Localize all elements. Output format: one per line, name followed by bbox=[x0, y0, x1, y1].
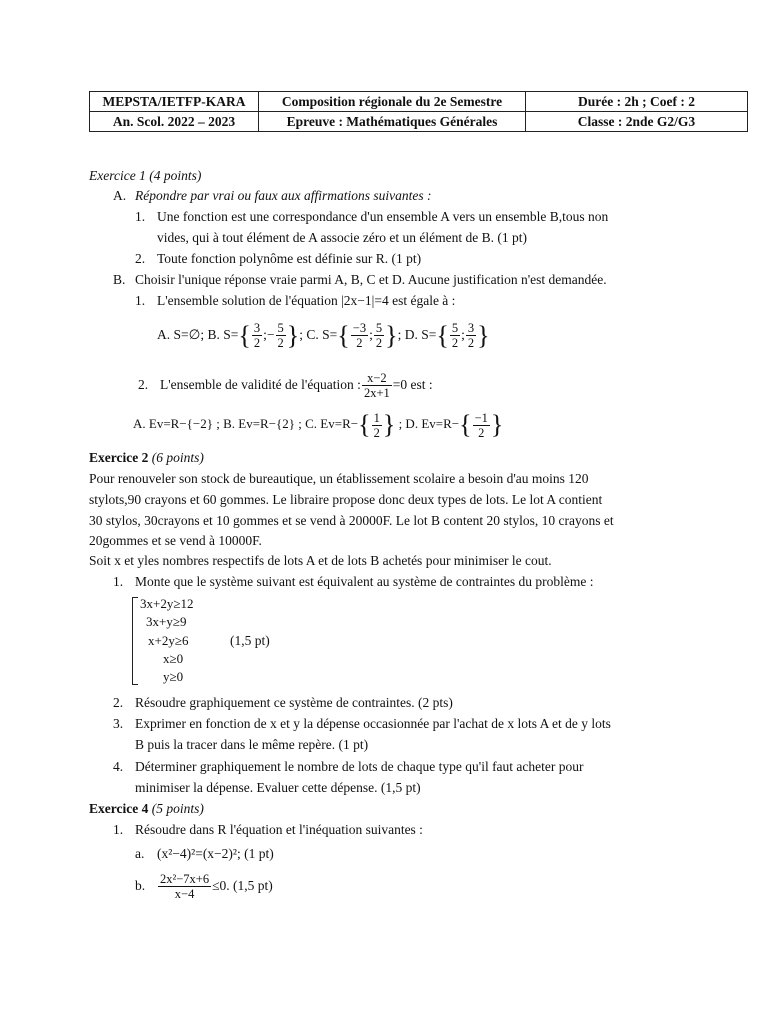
ex2-q4-num: 4. bbox=[113, 759, 124, 774]
b2-option-a: A. Ev=R−{−2} ; bbox=[133, 416, 220, 431]
exercise-4-title: Exercice 4 bbox=[89, 801, 149, 816]
section-a-instruction: Répondre par vrai ou faux aux affirmations suivantes : bbox=[135, 188, 432, 203]
a1-text-line2: vides, qui à tout élément de A associe zéro et un élément de B. (1 pt) bbox=[157, 230, 528, 245]
ex4-b-text: ≤0. (1,5 pt) bbox=[212, 878, 273, 893]
b2-option-d: ; D. Ev=R− bbox=[398, 416, 460, 431]
section-b bbox=[113, 271, 607, 289]
b2-text-end: =0 est : bbox=[392, 377, 433, 392]
exercise-4-heading bbox=[89, 800, 204, 818]
section-b-label: B. bbox=[113, 272, 126, 287]
ex2-paragraph-line3: 30 stylos, 30crayons et 10 gommes et se vend à 20000F. Le lot B content 20 stylos, 10 crayons et bbox=[89, 513, 614, 528]
ex4-item-a bbox=[135, 845, 274, 863]
b1-options: A. S=∅; B. S={ $\frac{3}{2}$ ;− $\frac{5}{2}$ }; C. S={ $\frac{-3}{2}$ ; $\frac{5}{2}$ }; D. S={ $\frac{5}{2}$ ; $\frac{3}{2}$ } bbox=[157, 320, 490, 351]
system-row-2: 3x+y≥9 bbox=[146, 614, 187, 629]
ex2-paragraph-line1: Pour renouveler son stock de bureautique, un établissement scolaire a besoin d'au moins 120 bbox=[89, 471, 589, 486]
ex2-paragraph-line2: stylots,90 crayons et 60 gommes. Le libraire propose donc deux types de lots. Le lot A contient bbox=[89, 492, 603, 507]
header-ministry: MEPSTA/IETFP-KARA bbox=[90, 92, 259, 112]
ex2-q2 bbox=[113, 694, 453, 712]
a1-text-line1: Une fonction est une correspondance d'un ensemble A vers un ensemble B,tous non bbox=[157, 209, 609, 224]
system-row-3: x+2y≥6 bbox=[148, 633, 189, 648]
b1-num: 1. bbox=[135, 293, 146, 308]
system-row-1: 3x+2y≥12 bbox=[140, 596, 194, 611]
system-row-5: y≥0 bbox=[163, 669, 184, 684]
b2-options: A. Ev=R−{−2} ; B. Ev=R−{2} ; C. Ev=R−{ $\frac{1}{2}$ } ; D. Ev=R−{ $\frac{-1}{2}$ } bbox=[133, 410, 504, 440]
b1-option-a: A. S=∅; bbox=[157, 327, 205, 342]
system-row-4: x≥0 bbox=[163, 651, 184, 666]
b1-text: L'ensemble solution de l'équation |2x−1|=4 est égale à : bbox=[157, 293, 456, 308]
b2-text: L'ensemble de validité de l'équation : bbox=[160, 377, 361, 392]
ex4-item-b bbox=[135, 868, 273, 904]
header-table bbox=[89, 91, 748, 132]
ex4-b-denominator: x−4 bbox=[174, 887, 195, 902]
b1-option-b: B. S= bbox=[207, 327, 239, 342]
b2-option-c: C. Ev=R− bbox=[305, 416, 359, 431]
ex4-b-numerator: 2x²−7x+6 bbox=[160, 872, 210, 887]
ex2-q1-num: 1. bbox=[113, 574, 124, 589]
exercise-2-title: Exercice 2 bbox=[89, 450, 149, 465]
ex2-q4 bbox=[113, 758, 584, 776]
ex4-a-text: (x²−4)²=(x−2)²; (1 pt) bbox=[157, 846, 274, 861]
ex2-q4-text-line1: Déterminer graphiquement le nombre de lots de chaque type qu'il faut acheter pour bbox=[135, 759, 584, 774]
system-points: (1,5 pt) bbox=[230, 633, 270, 648]
ex2-q1-text: Monte que le système suivant est équivalent au système de contraintes du problème : bbox=[135, 574, 594, 589]
ex4-b-label: b. bbox=[135, 878, 146, 893]
b1-option-d: D. S= bbox=[404, 327, 437, 342]
a2-line bbox=[135, 250, 421, 268]
b2-option-b: B. Ev=R−{2} ; bbox=[223, 416, 302, 431]
a1-line1 bbox=[135, 208, 608, 226]
b2-num: 2. bbox=[138, 377, 149, 392]
exercise-4-points: (5 points) bbox=[151, 801, 204, 816]
a2-num: 2. bbox=[135, 251, 146, 266]
ex2-q1 bbox=[113, 573, 594, 591]
ex4-q1-num: 1. bbox=[113, 822, 124, 837]
ex4-a-label: a. bbox=[135, 846, 145, 861]
exercise-2-heading bbox=[89, 449, 204, 467]
header-class: Classe : 2nde G2/G3 bbox=[526, 112, 748, 132]
ex2-q2-num: 2. bbox=[113, 695, 124, 710]
a1-num: 1. bbox=[135, 209, 146, 224]
ex2-paragraph-line5: Soit x et yles nombres respectifs de lots A et de lots B achetés pour minimiser le cout. bbox=[89, 553, 552, 568]
exercise-1-title: Exercice 1 bbox=[89, 168, 146, 183]
ex4-q1 bbox=[113, 821, 423, 839]
b2-line: 2. L'ensemble de validité de l'équation : $\frac{x-2}{2x+1}$ =0 est : bbox=[138, 368, 433, 402]
exercise-1-points: (4 points) bbox=[149, 168, 202, 183]
ex4-q1-text: Résoudre dans R l'équation et l'inéquation suivantes : bbox=[135, 822, 423, 837]
ex2-q3-num: 3. bbox=[113, 716, 124, 731]
ex2-q4-text-line2: minimiser la dépense. Evaluer cette dépense. (1,5 pt) bbox=[135, 780, 421, 795]
header-subject: Epreuve : Mathématiques Générales bbox=[259, 112, 526, 132]
section-b-instruction: Choisir l'unique réponse vraie parmi A, B, C et D. Aucune justification n'est demandée. bbox=[135, 272, 607, 287]
header-composition: Composition régionale du 2e Semestre bbox=[259, 92, 526, 112]
ex2-q3 bbox=[113, 715, 611, 733]
ex2-q2-text: Résoudre graphiquement ce système de contraintes. (2 pts) bbox=[135, 695, 453, 710]
ex2-q3-text-line2: B puis la tracer dans le même repère. (1 pt) bbox=[135, 737, 369, 752]
ex2-paragraph-line4: 20gommes et se vend à 10000F. bbox=[89, 533, 262, 548]
b1-line bbox=[135, 292, 455, 310]
ex2-q3-text-line1: Exprimer en fonction de x et y la dépense occasionnée par l'achat de x lots A et de y lots bbox=[135, 716, 611, 731]
exercise-2-points: (6 points) bbox=[151, 450, 204, 465]
exercise-1-heading bbox=[89, 167, 201, 185]
ex4-b-fraction bbox=[158, 872, 211, 901]
section-a-label: A. bbox=[113, 188, 127, 203]
section-a bbox=[113, 187, 431, 205]
header-year: An. Scol. 2022 – 2023 bbox=[90, 112, 259, 132]
b1-option-c: C. S= bbox=[306, 327, 338, 342]
a2-text: Toute fonction polynôme est définie sur R. (1 pt) bbox=[157, 251, 422, 266]
header-duration: Durée : 2h ; Coef : 2 bbox=[526, 92, 748, 112]
system-brace bbox=[132, 597, 138, 685]
